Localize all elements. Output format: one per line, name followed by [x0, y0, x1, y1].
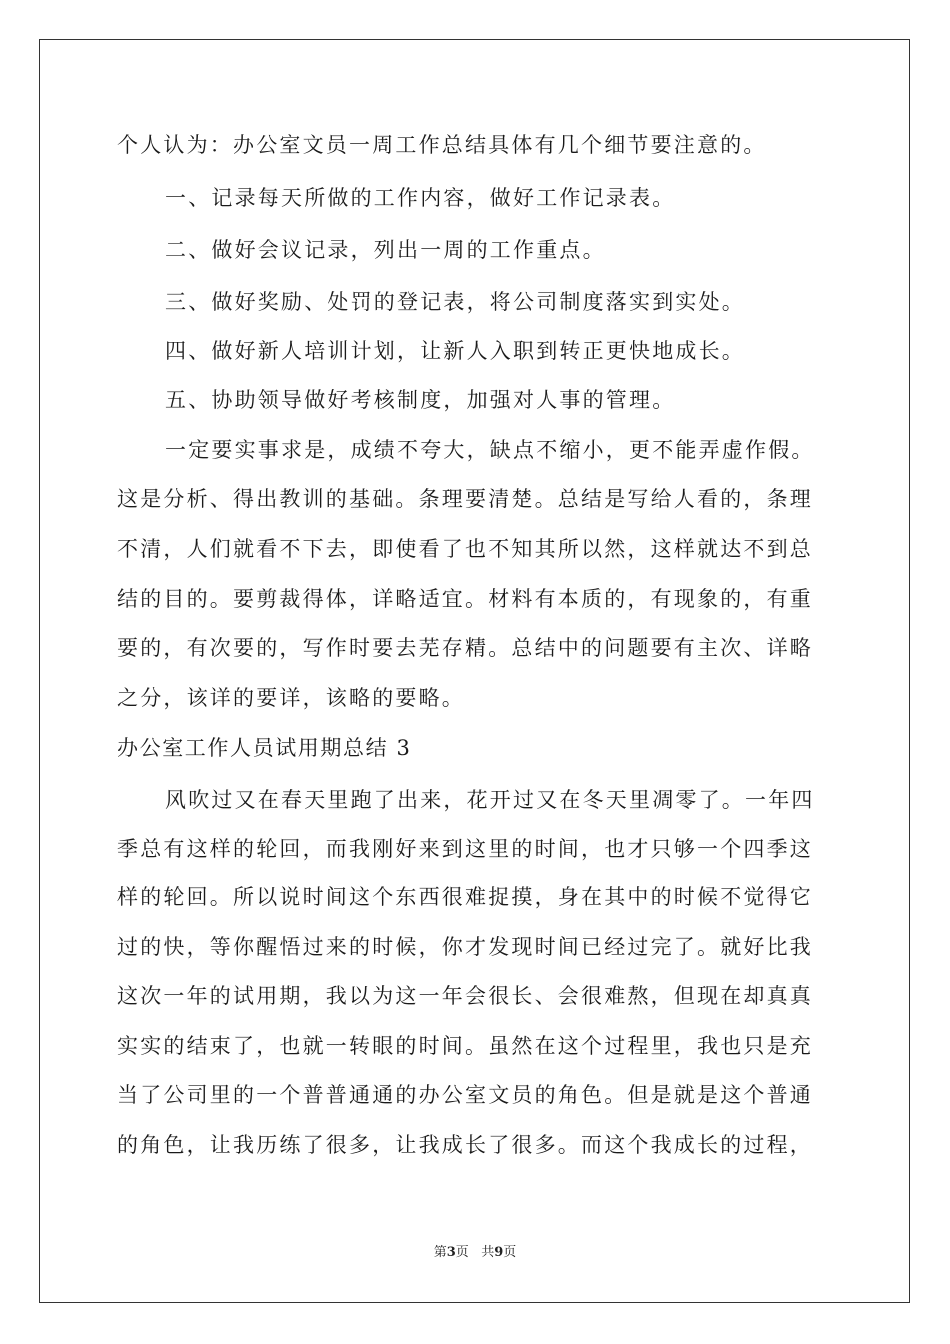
- footer-page-unit: 页: [455, 1245, 469, 1260]
- paragraph-line: 实实的结束了，也就一转眼的时间。虽然在这个过程里，我也只是充: [117, 1034, 813, 1058]
- footer-prefix: 第: [433, 1245, 447, 1260]
- list-item-3: 三、做好奖励、处罚的登记表，将公司制度落实到实处。: [165, 290, 745, 314]
- section-heading: 办公室工作人员试用期总结 3: [117, 736, 412, 760]
- paragraph-line: 一定要实事求是，成绩不夸大，缺点不缩小，更不能弄虚作假。: [165, 438, 815, 462]
- paragraph-line: 结的目的。要剪裁得体，详略适宜。材料有本质的，有现象的，有重: [117, 587, 813, 611]
- footer-total-unit: 页: [503, 1245, 517, 1260]
- paragraph-line: 这是分析、得出教训的基础。条理要清楚。总结是写给人看的，条理: [117, 487, 813, 511]
- list-item-2: 二、做好会议记录，列出一周的工作重点。: [165, 238, 606, 262]
- paragraph-line: 要的，有次要的，写作时要去芜存精。总结中的问题要有主次、详略: [117, 636, 813, 660]
- paragraph-line: 过的快，等你醒悟过来的时候，你才发现时间已经过完了。就好比我: [117, 935, 813, 959]
- list-item-5: 五、协助领导做好考核制度，加强对人事的管理。: [165, 388, 676, 412]
- footer-total-prefix: 共: [481, 1245, 495, 1260]
- paragraph-line: 当了公司里的一个普普通通的办公室文员的角色。但是就是这个普通: [117, 1083, 813, 1107]
- total-pages-number: 9: [494, 1245, 504, 1260]
- paragraph-line: 不清，人们就看不下去，即使看了也不知其所以然，这样就达不到总: [117, 537, 813, 561]
- page-border: [39, 39, 910, 1303]
- paragraph-line: 样的轮回。所以说时间这个东西很难捉摸，身在其中的时候不觉得它: [117, 885, 813, 909]
- page-footer: [0, 1244, 950, 1262]
- paragraph-line: 风吹过又在春天里跑了出来，花开过又在冬天里凋零了。一年四: [165, 788, 815, 812]
- paragraph-line: 这次一年的试用期，我以为这一年会很长、会很难熬，但现在却真真: [117, 984, 813, 1008]
- list-item-4: 四、做好新人培训计划，让新人入职到转正更快地成长。: [165, 339, 745, 363]
- current-page-number: 3: [446, 1245, 456, 1260]
- paragraph-line: 季总有这样的轮回，而我刚好来到这里的时间，也才只够一个四季这: [117, 837, 813, 861]
- list-item-1: 一、记录每天所做的工作内容，做好工作记录表。: [165, 186, 676, 210]
- paragraph-line: 之分，该详的要详，该略的要略。: [117, 686, 465, 710]
- text-line: 个人认为：办公室文员一周工作总结具体有几个细节要注意的。: [117, 133, 767, 157]
- paragraph-line: 的角色，让我历练了很多，让我成长了很多。而这个我成长的过程，: [117, 1133, 813, 1157]
